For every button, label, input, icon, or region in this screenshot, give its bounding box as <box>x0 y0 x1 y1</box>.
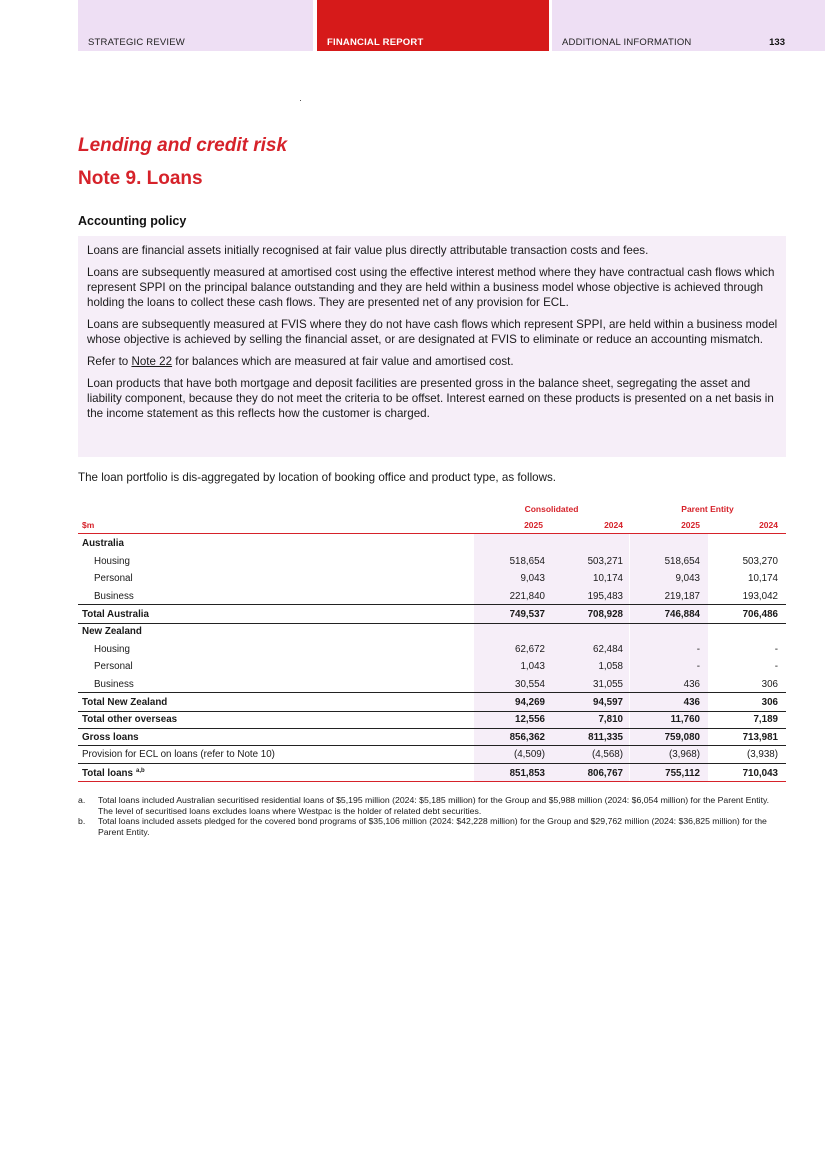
cell-value: 755,112 <box>665 767 700 779</box>
cell-value: 1,043 <box>520 661 545 673</box>
footnote-mark: b. <box>78 816 86 826</box>
table-row <box>78 657 786 675</box>
cell-value: 7,189 <box>753 714 778 725</box>
cell-value: - <box>774 643 778 655</box>
row-label: Total loans <box>82 767 133 779</box>
cell-value: 10,174 <box>593 573 623 585</box>
cell-value: 759,080 <box>664 731 700 743</box>
cell-value: 9,043 <box>520 573 545 585</box>
cell-value: 503,271 <box>587 555 623 567</box>
table-row <box>78 569 786 587</box>
cell-value: 31,055 <box>593 678 623 690</box>
cell-value: 12,556 <box>515 714 545 725</box>
footnote-a <box>78 795 786 816</box>
unit-label: $m <box>82 520 95 530</box>
cell-value: 710,043 <box>742 767 778 779</box>
cell-value: 10,174 <box>748 573 778 585</box>
table-header-row <box>78 520 786 534</box>
row-label: Business <box>94 678 134 690</box>
tab-financial-report[interactable]: FINANCIAL REPORT <box>317 0 549 51</box>
cell-value: 1,058 <box>598 661 623 673</box>
row-label: Total other overseas <box>82 714 178 725</box>
row-label: Business <box>94 590 134 602</box>
policy-paragraph-1: Loans are financial assets initially recognised at fair value plus directly attributable transaction costs and fees. <box>87 244 649 257</box>
section-title: Lending and credit risk <box>78 135 288 156</box>
table-row <box>78 728 786 747</box>
footnote-b <box>78 816 786 837</box>
table-row: Total loans a,b 851,853 806,767 755,112 710,043 <box>78 763 786 783</box>
cell-value: 811,335 <box>588 731 623 743</box>
tab-strategic-review[interactable]: STRATEGIC REVIEW <box>78 0 313 51</box>
group-header-parent-entity: Parent Entity <box>681 504 734 514</box>
cell-value: 30,554 <box>515 678 545 690</box>
table-row <box>78 710 786 729</box>
table-row <box>78 675 786 693</box>
cell-value: (4,568) <box>591 749 623 761</box>
cell-value: 713,981 <box>742 731 778 743</box>
footnotes <box>78 795 786 837</box>
cell-value: 193,042 <box>742 590 778 602</box>
cell-value: 851,853 <box>509 767 545 779</box>
cell-value: 94,597 <box>593 697 623 709</box>
cell-value: 436 <box>683 678 700 690</box>
table-row <box>78 552 786 570</box>
cell-value: 7,810 <box>598 714 623 725</box>
cell-value: 11,760 <box>670 714 700 725</box>
row-label: Housing <box>94 555 130 567</box>
group-header-consolidated: Consolidated <box>524 504 579 514</box>
cell-value: 856,362 <box>509 731 545 743</box>
accounting-policy-heading: Accounting policy <box>78 214 187 228</box>
year-header: 2024 <box>759 520 778 530</box>
cell-value: 306 <box>761 678 778 690</box>
cell-value: 195,483 <box>587 590 623 602</box>
policy-paragraph-4 <box>87 354 778 369</box>
row-label: New Zealand <box>82 626 142 637</box>
cell-value: 503,270 <box>742 555 778 567</box>
cell-value: 706,486 <box>742 609 778 621</box>
cell-value: 518,654 <box>509 555 545 567</box>
row-label: Gross loans <box>82 731 139 743</box>
row-label: Total Australia <box>82 609 149 621</box>
accounting-policy-box <box>78 236 786 457</box>
policy-p4-pre: Refer to <box>87 355 132 368</box>
footnote-mark: a. <box>78 795 86 805</box>
row-label: Provision for ECL on loans (refer to Note 10) <box>82 749 275 761</box>
row-label: Housing <box>94 643 130 655</box>
year-header: 2025 <box>681 520 700 530</box>
policy-paragraph-5: Loan products that have both mortgage and deposit facilities are presented gross in the balance sheet, segregating the asset and liability component, because they do not meet the criteria to be offset. Interest earned on these products is presented on a net basis in the income statement as this reflects how the customer is charged. <box>87 377 774 420</box>
stray-mark <box>300 100 301 101</box>
row-label: Personal <box>94 573 133 585</box>
policy-p4-post: for balances which are measured at fair value and amortised cost. <box>172 355 514 368</box>
cell-value: 749,537 <box>509 609 545 621</box>
row-label: Australia <box>82 538 124 549</box>
cell-value: (3,968) <box>668 749 700 761</box>
table-row <box>78 640 786 658</box>
cell-value: (4,509) <box>513 749 545 761</box>
cell-value: - <box>696 643 700 655</box>
cell-value: 62,484 <box>593 643 623 655</box>
note-title: Note 9. Loans <box>78 168 203 189</box>
cell-value: 94,269 <box>515 697 545 709</box>
tab-additional-label: ADDITIONAL INFORMATION <box>562 37 692 48</box>
row-label: Total New Zealand <box>82 697 168 709</box>
cell-value: (3,938) <box>746 749 778 761</box>
cell-value: - <box>774 661 778 673</box>
year-header: 2024 <box>604 520 623 530</box>
note-22-link[interactable]: Note 22 <box>131 355 173 368</box>
policy-paragraph-2: Loans are subsequently measured at amortised cost using the effective interest method where they have contractual cash flows which represent SPPI on the principal balance outstanding and they are held within a business model whose objective is achieved through holding the loans to collect these cash flows. They are presented net of any provision for ECL. <box>87 266 775 309</box>
table-intro: The loan portfolio is dis-aggregated by location of booking office and product type, as follows. <box>78 471 556 484</box>
cell-value: 708,928 <box>587 609 623 621</box>
row-label: Personal <box>94 661 133 673</box>
footnote-text: Total loans included assets pledged for the covered bond programs of $35,106 million (2024: $42,228 million) for the Group and $29,762 million (2024: $36,825 million) for the Parent Entity. <box>98 816 767 837</box>
year-header: 2025 <box>524 520 543 530</box>
cell-value: 806,767 <box>587 767 623 779</box>
top-navigation <box>78 0 825 51</box>
cell-value: 746,884 <box>664 609 700 621</box>
cell-value: 219,187 <box>664 590 700 602</box>
cell-value: 221,840 <box>509 590 545 602</box>
table-row <box>78 587 786 605</box>
table-row <box>78 745 786 763</box>
page-number: 133 <box>769 37 785 48</box>
cell-value: 9,043 <box>675 573 700 585</box>
footnote-text: Total loans included Australian securitised residential loans of $5,195 million (2024: $5,185 million) for the Group and $5,988 million (2024: $6,054 million) for the Parent Entity. The level of securitised loans excludes loans where Westpac is the holder of related debt securities. <box>98 795 770 816</box>
cell-value: - <box>696 661 700 673</box>
table-row <box>78 622 786 640</box>
cell-value: 518,654 <box>664 555 700 567</box>
table-row <box>78 534 786 552</box>
cell-value: 306 <box>761 697 778 709</box>
cell-value: 62,672 <box>515 643 545 655</box>
cell-value: 436 <box>683 697 700 709</box>
policy-paragraph-3: Loans are subsequently measured at FVIS where they do not have cash flows which represent SPPI, are held within a business model whose objective is achieved by selling the financial asset, or are designated at FVIS to eliminate or reduce an accounting mismatch. <box>87 318 778 346</box>
